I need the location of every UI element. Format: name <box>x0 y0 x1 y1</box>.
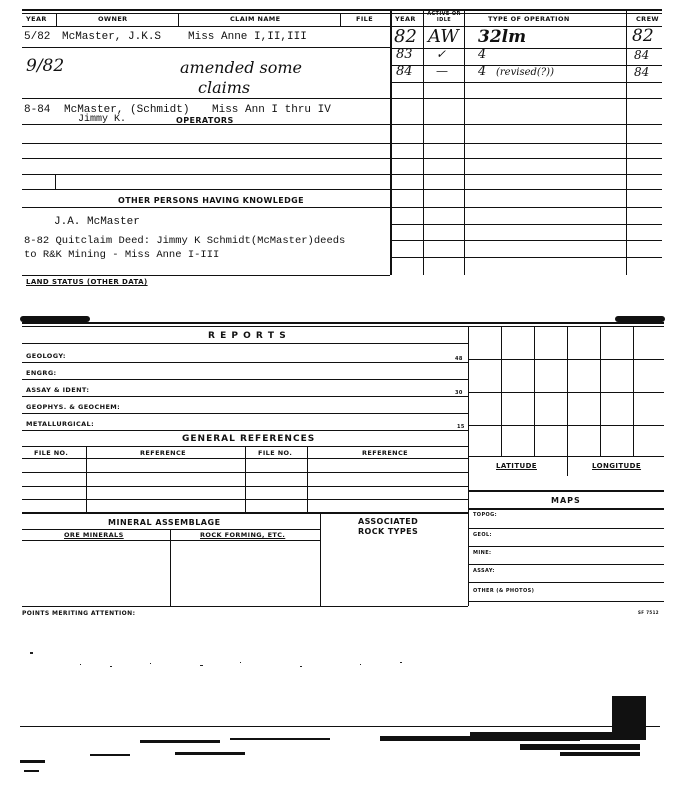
row1-year: 5/82 <box>24 31 51 43</box>
header-owner: OWNER <box>98 15 128 23</box>
header-year: YEAR <box>26 15 47 23</box>
activity-year-2: 83 <box>396 47 413 62</box>
operator-name: Jimmy K. <box>78 114 127 125</box>
ore-minerals-label: ORE MINERALS <box>64 531 124 539</box>
form-code: SF 7512 <box>638 610 659 615</box>
maps-title: MAPS <box>551 496 581 505</box>
header-claim-name: CLAIM NAME <box>230 15 281 23</box>
ref-col-reference-1: REFERENCE <box>140 449 187 457</box>
land-status-label: LAND STATUS (OTHER DATA) <box>26 278 148 286</box>
activity-active-3: — <box>436 64 448 78</box>
maps-topog: TOPOG: <box>473 512 498 518</box>
activity-type-1: 32lm <box>478 27 527 47</box>
activity-year-3: 84 <box>396 64 413 79</box>
activity-type-3: 4 <box>478 64 487 79</box>
row3-claim: Miss Ann I thru IV <box>212 104 331 116</box>
rock-forming-label: ROCK FORMING, ETC. <box>200 531 286 539</box>
ref-col-file-no-2: FILE NO. <box>258 449 293 457</box>
other-persons-label: OTHER PERSONS HAVING KNOWLEDGE <box>118 196 304 205</box>
report-assay-num: 30 <box>455 390 463 396</box>
maps-other-photos: OTHER (& PHOTOS) <box>473 588 535 594</box>
amendment-note: amended some <box>180 58 303 77</box>
report-assay: ASSAY & IDENT: <box>26 386 90 394</box>
activity-type-2: 4 <box>478 47 487 62</box>
row3-year: 8-84 <box>24 104 51 116</box>
associated-rock-types-2: ROCK TYPES <box>358 527 419 536</box>
amendment-note-2: claims <box>198 78 251 97</box>
activity-active-1: AW <box>428 26 459 47</box>
latitude-label: LATITUDE <box>496 462 537 470</box>
maps-geol: GEOL: <box>473 532 492 538</box>
header-file: FILE <box>356 15 374 23</box>
longitude-label: LONGITUDE <box>592 462 642 470</box>
row1-owner: McMaster, J.K.S <box>62 31 162 43</box>
operators-label: OPERATORS <box>176 116 234 125</box>
activity-type-note-3: (revised(?)) <box>496 67 554 78</box>
points-meriting-attention: POINTS MERITING ATTENTION: <box>22 610 136 617</box>
row3-owner: McMaster, (Schmidt) <box>64 104 190 116</box>
associated-rock-types-1: ASSOCIATED <box>358 517 419 526</box>
activity-year-1: 82 <box>394 26 417 47</box>
report-metallurgical-num: 15 <box>457 424 465 430</box>
ref-col-reference-2: REFERENCE <box>362 449 409 457</box>
general-references-title: GENERAL REFERENCES <box>182 434 316 444</box>
quitclaim-note-2: to R&K Mining - Miss Anne I-III <box>24 249 220 261</box>
report-geophys: GEOPHYS. & GEOCHEM: <box>26 403 121 411</box>
row2-year: 9/82 <box>26 56 65 76</box>
maps-mine: MINE: <box>473 550 492 556</box>
header-active-idle: ACTIVE OR IDLE <box>427 11 461 23</box>
header-type-of-operation: TYPE OF OPERATION <box>488 15 570 23</box>
activity-crew-2: 84 <box>634 48 650 62</box>
header-year-2: YEAR <box>395 15 416 23</box>
header-crew: CREW <box>636 15 659 23</box>
quitclaim-note-1: 8-82 Quitclaim Deed: Jimmy K Schmidt(McMaster)deeds <box>24 235 346 247</box>
report-metallurgical: METALLURGICAL: <box>26 420 95 428</box>
reports-title: R E P O R T S <box>208 331 287 341</box>
activity-crew-1: 82 <box>632 26 654 46</box>
other-person-name: J.A. McMaster <box>54 216 140 228</box>
scan-noise <box>0 640 678 805</box>
activity-active-2: ✓ <box>436 47 447 61</box>
report-geology: GEOLOGY: <box>26 352 66 360</box>
report-geology-num: 48 <box>455 356 463 362</box>
mineral-assemblage-title: MINERAL ASSEMBLAGE <box>108 518 221 527</box>
row1-claim: Miss Anne I,II,III <box>188 31 307 43</box>
maps-assay: ASSAY: <box>473 568 495 574</box>
report-engrg: ENGRG: <box>26 369 57 377</box>
activity-crew-3: 84 <box>634 65 650 79</box>
ref-col-file-no-1: FILE NO. <box>34 449 69 457</box>
